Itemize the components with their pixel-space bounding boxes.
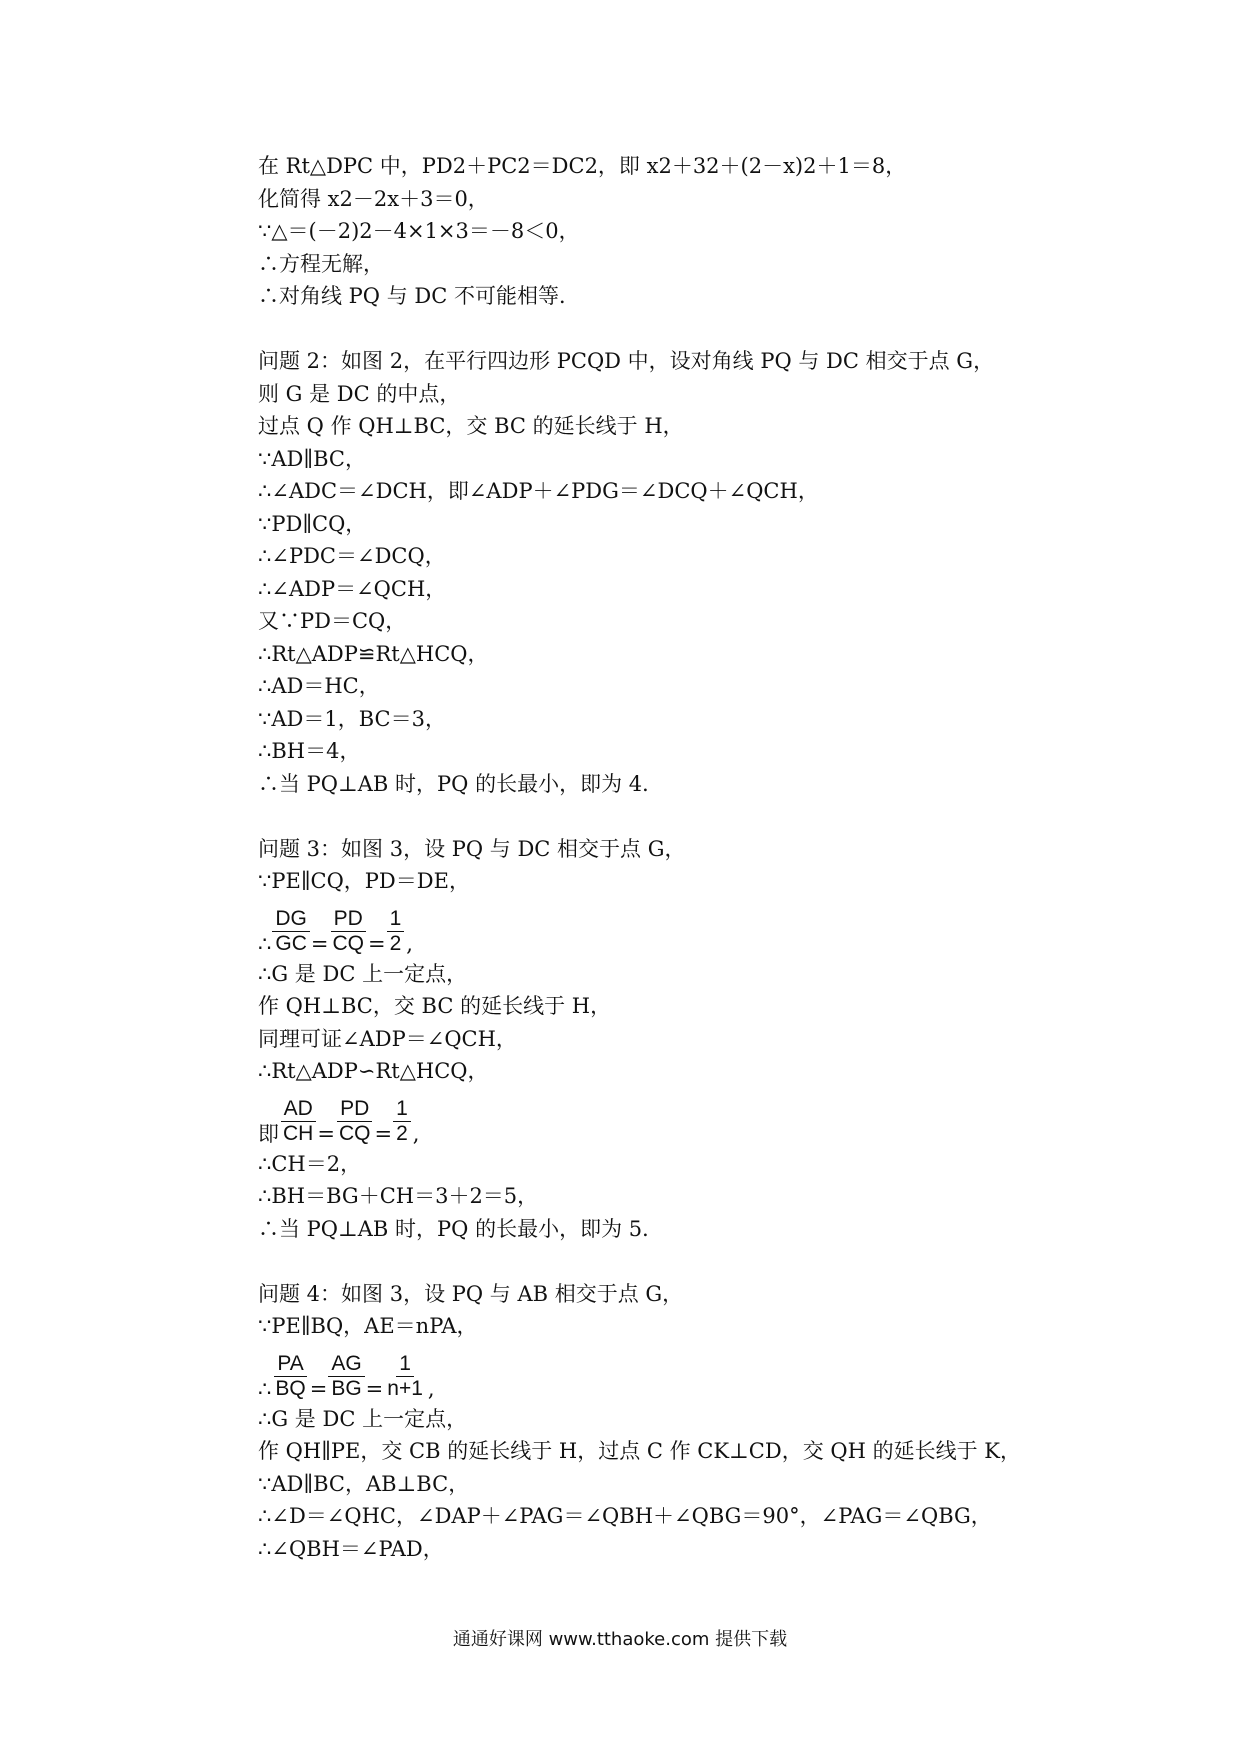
fraction-tail: , (412, 1121, 420, 1146)
fraction-prefix: 即 (258, 1121, 279, 1146)
text-line: 则 G 是 DC 的中点， (258, 381, 461, 406)
equals-sign: = (374, 1121, 393, 1146)
problem-4-heading: 问题 4：如图 3，设 PQ 与 AB 相交于点 G， (258, 1281, 684, 1306)
fraction-numerator: PD (331, 907, 366, 932)
text-line: ∴∠D＝∠QHC，∠DAP＋∠PAG＝∠QBH＋∠QBG＝90°，∠PAG＝∠QBG， (258, 1504, 992, 1528)
text-line: ∴BH＝BG＋CH＝3＋2＝5， (258, 1184, 539, 1208)
text-line: ∴方程无解， (258, 251, 384, 276)
fraction (328, 1352, 364, 1401)
text-line: ∵AD∥BC，AB⊥BC， (258, 1471, 470, 1496)
text-line: ∵AD∥BC， (258, 446, 366, 471)
fraction-equation-2 (258, 1088, 1158, 1148)
text-line: ∴当 PQ⊥AB 时，PQ 的长最小，即为 5． (258, 1216, 664, 1241)
equals-sign: = (310, 931, 329, 956)
text-line: 同理可证∠ADP＝∠QCH， (258, 1026, 517, 1051)
problem-3-heading: 问题 3：如图 3，设 PQ 与 DC 相交于点 G， (258, 836, 686, 861)
fraction (384, 1352, 426, 1401)
equals-sign: = (367, 931, 386, 956)
text-line: ∴Rt△ADP∽Rt△HCQ， (258, 1059, 489, 1083)
text-line: ∴CH＝2， (258, 1151, 362, 1176)
fraction-prefix: ∴ (258, 1376, 272, 1401)
fraction-numerator: AG (328, 1352, 364, 1377)
fraction-numerator: 1 (396, 1352, 414, 1377)
text-line: ∴G 是 DC 上一定点， (258, 1406, 468, 1431)
text-line: ∴∠PDC＝∠DCQ， (258, 544, 446, 568)
text-line: ∴Rt△ADP≌Rt△HCQ， (258, 641, 489, 666)
text-line: ∴∠ADP＝∠QCH， (258, 576, 447, 601)
text-line: ∵PE∥BQ，AE＝nPA， (258, 1314, 478, 1338)
fraction (387, 907, 405, 956)
text-line: ∴AD＝HC， (258, 674, 380, 698)
fraction-denominator: n+1 (387, 1376, 423, 1400)
text-line: 在 Rt△DPC 中，PD2＋PC2＝DC2，即 x2＋32＋(2－x)2＋1＝8， (258, 154, 907, 178)
paragraph-gap (258, 1245, 1158, 1278)
text-line: ∴∠QBH＝∠PAD， (258, 1536, 444, 1561)
fraction-denominator: BG (331, 1376, 362, 1400)
text-line: ∴BH＝4， (258, 739, 361, 763)
page-footer: 通通好课网 www.tthaoke.com 提供下载 (452, 1629, 788, 1650)
fraction-prefix: ∴ (258, 931, 272, 956)
fraction-tail: , (406, 931, 413, 956)
fraction-tail: , (427, 1376, 435, 1401)
fraction (272, 907, 310, 956)
text-line: 作 QH⊥BC，交 BC 的延长线于 H， (258, 994, 612, 1018)
equals-sign: = (365, 1376, 384, 1401)
fraction-numerator: PD (337, 1097, 372, 1122)
fraction-denominator: 2 (389, 931, 402, 955)
fraction-denominator: CQ (338, 1121, 371, 1145)
fraction-numerator: PA (274, 1352, 306, 1377)
text-line: ∵PE∥CQ，PD＝DE， (258, 869, 470, 893)
fraction-equation-3 (258, 1343, 1158, 1403)
fraction (272, 1352, 308, 1401)
fraction-numerator: 1 (393, 1097, 411, 1122)
text-line: 作 QH∥PE，交 CB 的延长线于 H，过点 C 作 CK⊥CD，交 QH 的延长线于 K， (258, 1439, 1021, 1463)
fraction-denominator: 2 (396, 1121, 408, 1145)
fraction-denominator: GC (275, 931, 307, 955)
paragraph-gap (258, 800, 1158, 833)
fraction (393, 1097, 411, 1146)
document-body (258, 150, 1158, 1565)
fraction (329, 907, 367, 956)
equals-sign: = (309, 1376, 328, 1401)
text-line: 过点 Q 作 QH⊥BC，交 BC 的延长线于 H， (258, 414, 684, 438)
text-line: ∴当 PQ⊥AB 时，PQ 的长最小，即为 4． (258, 771, 664, 796)
fraction (280, 1097, 316, 1146)
paragraph-gap (258, 313, 1158, 346)
equals-sign: = (317, 1121, 335, 1146)
fraction-numerator: AD (281, 1097, 316, 1122)
fraction-denominator: CQ (332, 931, 364, 955)
text-line: ∴∠ADC＝∠DCH，即∠ADP＋∠PDG＝∠DCQ＋∠QCH， (258, 479, 819, 503)
fraction-denominator: BQ (275, 1376, 306, 1400)
text-line: 化简得 x2－2x＋3＝0， (258, 186, 489, 211)
text-line: ∴对角线 PQ 与 DC 不可能相等． (258, 284, 580, 308)
fraction-numerator: DG (272, 907, 310, 932)
text-line: ∵PD∥CQ， (258, 511, 367, 536)
fraction (336, 1097, 374, 1146)
text-line: ∵△＝(－2)2－4×1×3＝－8＜0， (258, 219, 580, 243)
text-line: 又∵PD＝CQ， (258, 609, 407, 633)
fraction-denominator: CH (283, 1121, 314, 1145)
text-line: ∵AD＝1，BC＝3， (258, 706, 446, 731)
text-line: ∴G 是 DC 上一定点， (258, 961, 468, 986)
fraction-equation-1 (258, 898, 1158, 958)
fraction-numerator: 1 (387, 907, 405, 932)
problem-2-heading: 问题 2：如图 2，在平行四边形 PCQD 中，设对角线 PQ 与 DC 相交于点 G， (258, 349, 995, 373)
